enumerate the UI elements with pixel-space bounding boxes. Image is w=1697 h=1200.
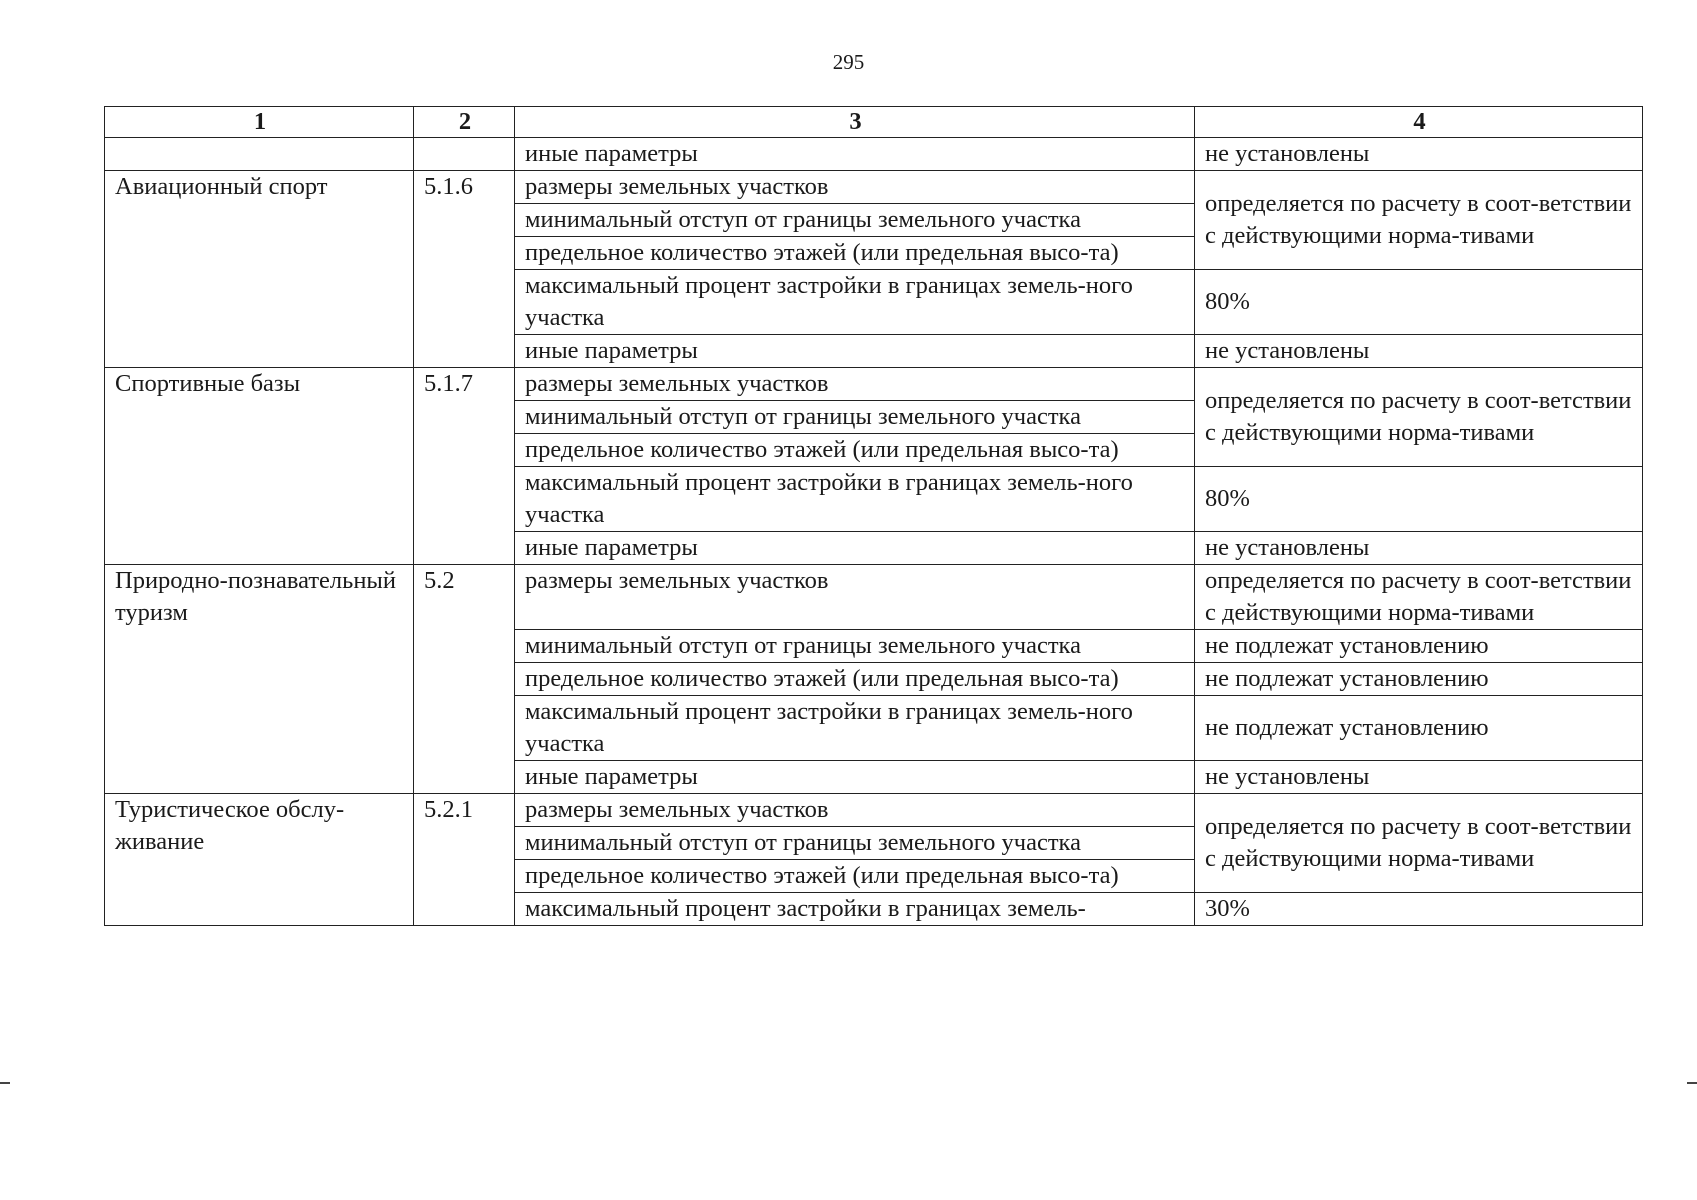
use-code — [414, 138, 515, 171]
use-code: 5.2 — [414, 565, 515, 794]
table-row — [105, 368, 1643, 401]
parameter-value: не подлежат установлению — [1195, 696, 1643, 761]
parameter-value: не подлежат установлению — [1195, 630, 1643, 663]
scan-margin-mark — [0, 1082, 10, 1084]
header-col-3: 3 — [515, 107, 1195, 138]
zoning-parameters-table — [104, 106, 1643, 926]
parameter-value: не подлежат установлению — [1195, 663, 1643, 696]
parameter-name: максимальный процент застройки в границах земель-ного участка — [515, 270, 1195, 335]
parameter-value: определяется по расчету в соот-ветствии с действующими норма-тивами — [1195, 171, 1643, 270]
parameter-value: не установлены — [1195, 335, 1643, 368]
parameter-name: максимальный процент застройки в границах земель- — [515, 893, 1195, 926]
header-col-2: 2 — [414, 107, 515, 138]
parameter-name: минимальный отступ от границы земельного участка — [515, 827, 1195, 860]
parameter-value: не установлены — [1195, 138, 1643, 171]
parameter-value: определяется по расчету в соот-ветствии с действующими норма-тивами — [1195, 368, 1643, 467]
parameter-name: иные параметры — [515, 532, 1195, 565]
parameter-value: 30% — [1195, 893, 1643, 926]
parameter-value: определяется по расчету в соот-ветствии с действующими норма-тивами — [1195, 794, 1643, 893]
table-row — [105, 138, 1643, 171]
parameter-name: предельное количество этажей (или предельная высо-та) — [515, 434, 1195, 467]
parameter-name: предельное количество этажей (или предельная высо-та) — [515, 860, 1195, 893]
header-col-1: 1 — [105, 107, 414, 138]
parameter-name: иные параметры — [515, 335, 1195, 368]
parameter-name: иные параметры — [515, 138, 1195, 171]
use-name: Природно-познавательный туризм — [105, 565, 414, 794]
use-code: 5.1.6 — [414, 171, 515, 368]
parameter-value: 80% — [1195, 270, 1643, 335]
use-name: Туристическое обслу-живание — [105, 794, 414, 926]
parameter-name: предельное количество этажей (или предельная высо-та) — [515, 663, 1195, 696]
parameter-name: минимальный отступ от границы земельного участка — [515, 630, 1195, 663]
use-code: 5.2.1 — [414, 794, 515, 926]
parameter-name: предельное количество этажей (или предельная высо-та) — [515, 237, 1195, 270]
parameter-name: размеры земельных участков — [515, 368, 1195, 401]
scan-margin-mark — [1687, 1082, 1697, 1084]
parameter-name: размеры земельных участков — [515, 171, 1195, 204]
header-row — [105, 107, 1643, 138]
table-row — [105, 171, 1643, 204]
header-col-4: 4 — [1195, 107, 1643, 138]
parameter-name: размеры земельных участков — [515, 794, 1195, 827]
use-name: Авиационный спорт — [105, 171, 414, 368]
parameter-name: максимальный процент застройки в границах земель-ного участка — [515, 696, 1195, 761]
parameter-name: максимальный процент застройки в границах земель-ного участка — [515, 467, 1195, 532]
parameter-value: определяется по расчету в соот-ветствии с действующими норма-тивами — [1195, 565, 1643, 630]
parameter-name: минимальный отступ от границы земельного участка — [515, 401, 1195, 434]
parameter-name: минимальный отступ от границы земельного участка — [515, 204, 1195, 237]
parameter-name: иные параметры — [515, 761, 1195, 794]
parameter-name: размеры земельных участков — [515, 565, 1195, 630]
parameter-value: не установлены — [1195, 761, 1643, 794]
use-name: Спортивные базы — [105, 368, 414, 565]
parameter-value: 80% — [1195, 467, 1643, 532]
use-name — [105, 138, 414, 171]
table-row — [105, 565, 1643, 630]
page-number: 295 — [832, 50, 865, 74]
use-code: 5.1.7 — [414, 368, 515, 565]
table-row — [105, 794, 1643, 827]
parameter-value: не установлены — [1195, 532, 1643, 565]
